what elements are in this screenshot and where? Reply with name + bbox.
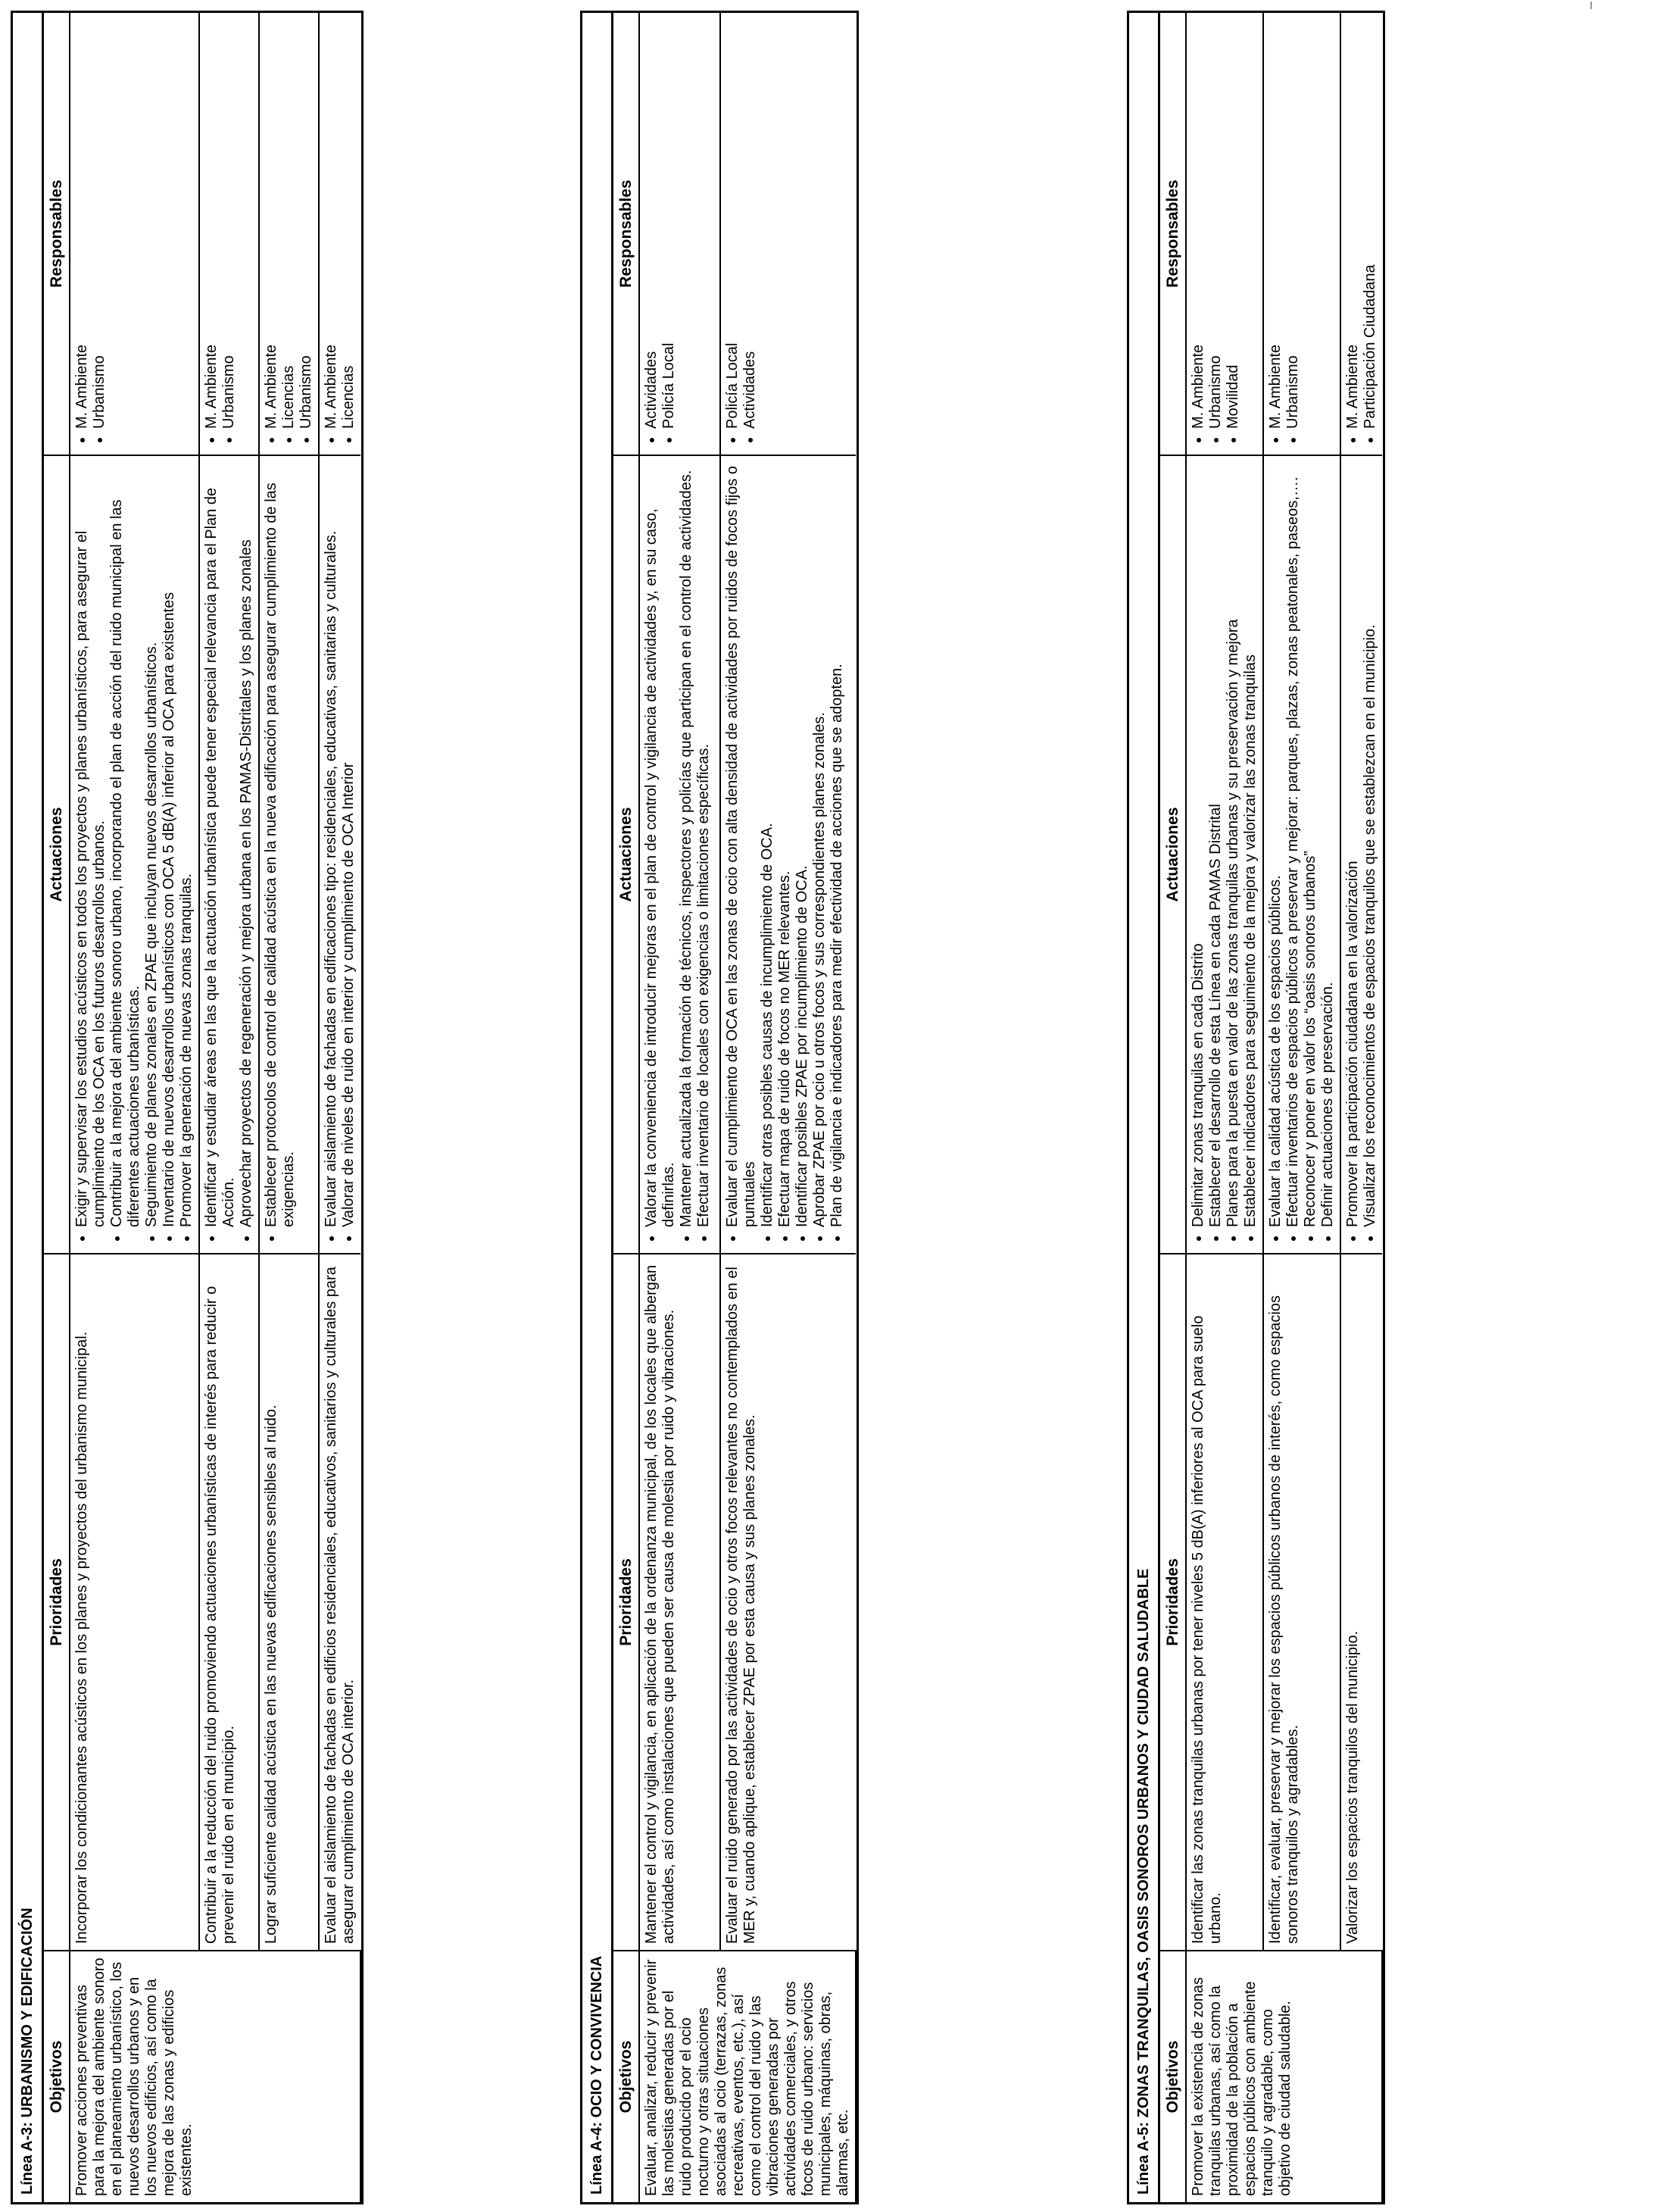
actuaciones-cell <box>259 455 319 1254</box>
actuacion-item: • Reconocer y poner en valor los “oasis sonoros urbanos” <box>1302 462 1319 1227</box>
table-row <box>639 13 720 2202</box>
actuaciones-list <box>1267 462 1337 1247</box>
responsable-item: • Urbanismo <box>1284 19 1302 429</box>
responsable-item: • Urbanismo <box>220 19 238 429</box>
header-row <box>44 13 70 2202</box>
objetivo-cell: Promover acciones preventivas para la mejora del ambiente sonoro en el planeamiento urbanístico, los nuevos desarrollos urbanos y en los nuevos edificios, así como la mejora de las zonas y edificios existentes. <box>70 1951 360 2202</box>
responsables-cell <box>199 13 259 455</box>
responsables-cell <box>70 13 199 455</box>
actuacion-item: • Mantener actualizada la formación de técnicos, inspectores y policías que participan en el control de actividades. <box>678 462 695 1227</box>
responsables-cell <box>1263 13 1340 455</box>
header-row <box>613 13 639 2202</box>
header-actuaciones: Actuaciones <box>613 455 639 1254</box>
responsable-item: • Policía Local <box>660 19 678 429</box>
header-prioridades: Prioridades <box>1160 1254 1186 1951</box>
responsables-cell <box>259 13 319 455</box>
header-prioridades: Prioridades <box>613 1254 639 1951</box>
prioridad-cell: Identificar, evaluar, preservar y mejorar los espacios públicos urbanos de interés, como espacios sonoros tranquilos y agradables. <box>1263 1254 1340 1951</box>
responsable-item: • Urbanismo <box>298 19 315 429</box>
actuacion-item: • Establecer indicadores para seguimiento de la mejora y valorizar las zonas tranquilas <box>1242 462 1259 1227</box>
responsables-list <box>1267 19 1302 448</box>
section-table <box>44 13 361 2202</box>
section-title: Línea A-5: ZONAS TRANQUILAS, OASIS SONOROS URBANOS Y CIUDAD SALUDABLE <box>1129 13 1160 2202</box>
responsables-list <box>73 19 108 448</box>
actuacion-item: • Aprovechar proyectos de regeneración y mejora urbana en los PAMAS-Distritales y los planes zonales <box>238 462 255 1227</box>
header-actuaciones: Actuaciones <box>44 455 70 1254</box>
responsables-list <box>724 19 759 448</box>
table-row <box>1340 13 1382 2202</box>
responsable-item: • M. Ambiente <box>263 19 280 429</box>
responsables-list <box>323 19 357 448</box>
actuaciones-cell <box>720 455 856 1254</box>
responsables-list <box>203 19 238 448</box>
actuaciones-cell <box>1186 455 1263 1254</box>
actuaciones-list <box>73 462 195 1247</box>
actuacion-item: • Planes para la puesta en valor de las zonas tranquilas urbanas y su preservación y mejora <box>1225 462 1242 1227</box>
actuacion-item: • Promover la generación de nuevas zonas tranquilas. <box>178 462 195 1227</box>
responsables-list <box>1190 19 1242 448</box>
actuacion-item: • Aprobar ZPAE por ocio u otros focos y sus correspondientes planes zonales. <box>811 462 828 1227</box>
actuaciones-list <box>643 462 713 1247</box>
actuaciones-cell <box>1263 455 1340 1254</box>
prioridad-cell: Incorporar los condicionantes acústicos en los planes y proyectos del urbanismo municipal. <box>70 1254 199 1951</box>
section-block <box>11 11 364 2204</box>
table-row <box>1186 13 1263 2202</box>
actuacion-item: • Evaluar el cumplimiento de OCA en las zonas de ocio con alta densidad de actividades por ruidos de focos fijos o puntuales <box>724 462 759 1227</box>
table-row <box>1263 13 1340 2202</box>
actuaciones-cell <box>639 455 720 1254</box>
actuacion-item: • Plan de vigilancia e indicadores para medir efectividad de acciones que se adopten. <box>828 462 846 1227</box>
actuacion-item: • Contribuir a la mejora del ambiente sonoro urbano, incorporando el plan de acción del ruido municipal en las diferentes actuaciones urbanísticas. <box>108 462 143 1227</box>
actuaciones-list <box>1190 462 1259 1247</box>
header-responsables: Responsables <box>613 13 639 455</box>
actuacion-item: • Definir actuaciones de preservación. <box>1319 462 1337 1227</box>
actuacion-item: • Identificar posibles ZPAE por incumplimiento de OCA. <box>794 462 811 1227</box>
header-objetivos: Objetivos <box>44 1951 70 2202</box>
table-header <box>1160 13 1186 2202</box>
section-block <box>580 11 859 2204</box>
responsables-list <box>263 19 315 448</box>
section-title: Línea A-4: OCIO Y CONVIVENCIA <box>582 13 613 2202</box>
actuaciones-cell <box>1340 455 1382 1254</box>
actuaciones-list <box>323 462 357 1247</box>
responsable-item: • Actividades <box>741 19 759 429</box>
actuaciones-list <box>263 462 298 1247</box>
actuacion-item: • Establecer protocolos de control de calidad acústica en la nueva edificación para asegurar cumplimiento de las exigencias. <box>263 462 298 1227</box>
responsable-item: • Actividades <box>643 19 660 429</box>
actuacion-item: • Delimitar zonas tranquilas en cada Distrito <box>1190 462 1207 1227</box>
table-header <box>44 13 70 2202</box>
responsable-item: • Policía Local <box>724 19 741 429</box>
table-row <box>70 13 199 2202</box>
header-prioridades: Prioridades <box>44 1254 70 1951</box>
actuacion-item: • Efectuar inventario de locales con exigencias o limitaciones específicas. <box>695 462 713 1227</box>
prioridad-cell: Mantener el control y vigilancia, en aplicación de la ordenanza municipal, de los locales que albergan actividades, así como instalaciones que pueden ser causa de molestia por ruido y vibraciones. <box>639 1254 720 1951</box>
table-row <box>199 13 259 2202</box>
prioridad-cell: Lograr suficiente calidad acústica en las nuevas edificaciones sensibles al ruido. <box>259 1254 319 1951</box>
prioridad-cell: Contribuir a la reducción del ruido promoviendo actuaciones urbanísticas de interés para reducir o prevenir el ruido en el municipio. <box>199 1254 259 1951</box>
header-actuaciones: Actuaciones <box>1160 455 1186 1254</box>
prioridad-cell: Identificar las zonas tranquilas urbanas por tener niveles 5 dB(A) inferiores al OCA para suelo urbano. <box>1186 1254 1263 1951</box>
responsable-item: • M. Ambiente <box>203 19 220 429</box>
responsables-cell <box>720 13 856 455</box>
responsables-cell <box>1340 13 1382 455</box>
table-body <box>1186 13 1382 2202</box>
responsable-item: • M. Ambiente <box>1190 19 1207 429</box>
actuaciones-cell <box>70 455 199 1254</box>
actuacion-item: • Promover la participación ciudadana en la valorización <box>1344 462 1362 1227</box>
actuaciones-cell <box>319 455 360 1254</box>
table-body <box>70 13 360 2202</box>
actuacion-item: • Seguimiento de planes zonales en ZPAE que incluyan nuevos desarrollos urbanísticos. <box>143 462 161 1227</box>
section-title: Línea A-3: URBANISMO Y EDIFICACIÓN <box>13 13 44 2202</box>
actuaciones-cell <box>199 455 259 1254</box>
responsables-cell <box>319 13 360 455</box>
actuacion-item: • Efectuar inventarios de espacios públicos a preservar y mejorar: parques, plazas, zonas peatonales, paseos,…. <box>1284 462 1302 1227</box>
responsables-cell <box>639 13 720 455</box>
table-row <box>319 13 360 2202</box>
responsables-list <box>643 19 678 448</box>
actuacion-item: • Identificar y estudiar áreas en las que la actuación urbanística puede tener especial relevancia para el Plan de Acción. <box>203 462 238 1227</box>
actuaciones-list <box>203 462 255 1247</box>
header-responsables: Responsables <box>1160 13 1186 455</box>
prioridad-cell: Valorizar los espacios tranquilos del municipio. <box>1340 1254 1382 1951</box>
header-row <box>1160 13 1186 2202</box>
header-objetivos: Objetivos <box>1160 1951 1186 2202</box>
responsable-item: • Movilidad <box>1225 19 1242 429</box>
actuacion-item: • Efectuar mapa de ruido de focos no MER relevantes. <box>776 462 794 1227</box>
responsable-item: • Licencias <box>280 19 298 429</box>
actuaciones-list <box>1344 462 1379 1247</box>
actuacion-item: • Identificar otras posibles causas de incumplimiento de OCA. <box>759 462 776 1227</box>
responsable-item: • M. Ambiente <box>323 19 340 429</box>
prioridad-cell: Evaluar el ruido generado por las actividades de ocio y otros focos relevantes no contemplados en el MER y, cuando aplique, establecer ZPAE por esta causa y sus planes zonales. <box>720 1254 856 1951</box>
responsables-list <box>1344 19 1379 448</box>
prioridad-cell: Evaluar el aislamiento de fachadas en edificios residenciales, educativos, sanitarios y culturales para asegurar cumplimiento de OCA interior. <box>319 1254 360 1951</box>
table-row <box>720 13 856 2202</box>
objetivo-cell: Promover la existencia de zonas tranquilas urbanas, así como la proximidad de la población a espacios públicos con ambiente tranquilo y agradable, como objetivo de ciudad saludable. <box>1186 1951 1382 2202</box>
responsable-item: • Urbanismo <box>1207 19 1225 429</box>
actuacion-item: • Evaluar la calidad acústica de los espacios públicos. <box>1267 462 1284 1227</box>
table-row <box>259 13 319 2202</box>
responsable-item: • Participación Ciudadana <box>1362 19 1379 429</box>
actuacion-item: • Visualizar los reconocimientos de espacios tranquilos que se establezcan en el municipio. <box>1362 462 1379 1227</box>
responsable-item: • M. Ambiente <box>73 19 91 429</box>
responsables-cell <box>1186 13 1263 455</box>
section-table <box>1160 13 1383 2202</box>
actuacion-item: • Evaluar aislamiento de fachadas en edificaciones tipo: residenciales, educativas, sanitarias y culturales. <box>323 462 340 1227</box>
table-header <box>613 13 639 2202</box>
actuacion-item: • Establecer el desarrollo de esta Línea en cada PAMAS Distrital <box>1207 462 1225 1227</box>
header-objetivos: Objetivos <box>613 1951 639 2202</box>
margin-mark <box>1590 2 1592 9</box>
section-block <box>1127 11 1385 2204</box>
responsable-item: • M. Ambiente <box>1267 19 1284 429</box>
actuacion-item: • Inventario de nuevos desarrollos urbanísticos con OCA 5 dB(A) inferior al OCA para existentes <box>161 462 178 1227</box>
actuacion-item: • Valorar la conveniencia de introducir mejoras en el plan de control y vigilancia de actividades y, en su caso, definirlas. <box>643 462 678 1227</box>
header-responsables: Responsables <box>44 13 70 455</box>
actuaciones-list <box>724 462 846 1247</box>
objetivo-cell: Evaluar, analizar, reducir y prevenir las molestias generadas por el ruido producido por el ocio nocturno y otras situaciones asociadas al ocio (terrazas, zonas recreativas, eventos, etc.), así como el control del ruido y las vibraciones generadas por actividades comerciales, y otros focos de ruido urbano: servicios municipales, máquinas, obras, alarmas, etc. <box>639 1951 856 2202</box>
table-body <box>639 13 856 2202</box>
responsable-item: • M. Ambiente <box>1344 19 1362 429</box>
actuacion-item: • Exigir y supervisar los estudios acústicos en todos los proyectos y planes urbanísticos, para asegurar el cumplimiento de los OCA en los futuros desarrollos urbanos. <box>73 462 108 1227</box>
responsable-item: • Licencias <box>340 19 357 429</box>
actuacion-item: • Valorar de niveles de ruido en interior y cumplimiento de OCA Interior <box>340 462 357 1227</box>
section-table <box>613 13 857 2202</box>
responsable-item: • Urbanismo <box>91 19 108 429</box>
